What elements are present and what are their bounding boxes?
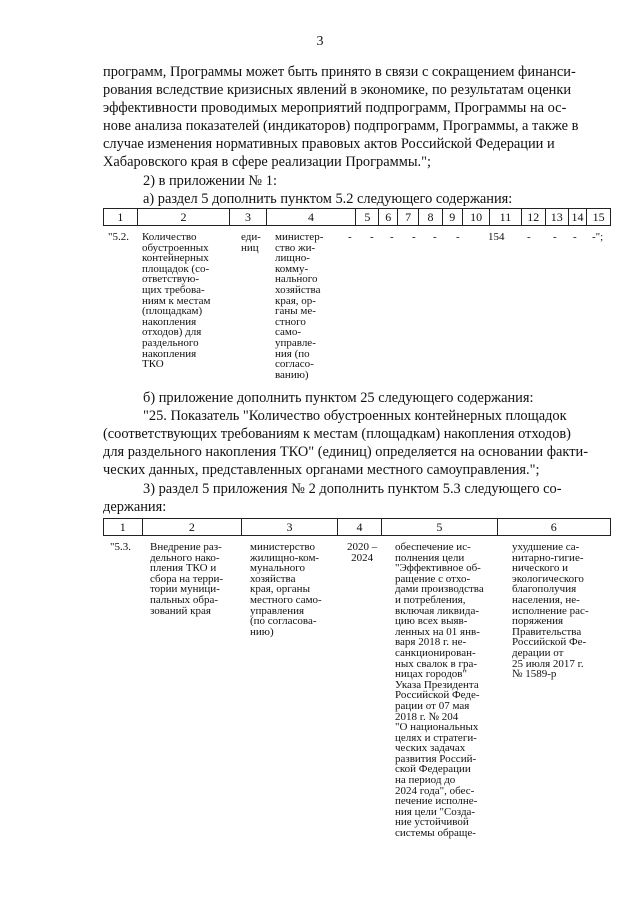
- text-line: (соответствующих требованиям к местам (площадкам) накопления отходов): [103, 426, 571, 442]
- table1-header-cell: 14: [568, 209, 587, 226]
- table2-header-cell: 3: [242, 519, 338, 536]
- text-line: случае изменения нормативных правовых актов Российской Федерации и: [103, 136, 555, 152]
- table1-header-cell: 15: [587, 209, 611, 226]
- table1-header-cell: 10: [462, 209, 489, 226]
- table1-header-cell: 4: [266, 209, 355, 226]
- table1-value: -: [390, 231, 394, 243]
- text-line: ческих данных, представленных органами местного самоуправления.";: [103, 462, 540, 478]
- item-2-line: 2) в приложении № 1:: [143, 173, 277, 189]
- table1-header: [103, 208, 611, 226]
- table1-value-last: -";: [592, 231, 604, 243]
- table2-goal: обеспечение ис- полнения цели "Эффективное об- ращение с отхо- дами производства и потребления, включая ликвида- цию всех выяв- ленных на 01 янв- варя 2018 г. не- санкционирован- ных свалок в гра- ницах городов" Указа Президента Российской Феде- рации от 07 мая 2018 г. № 204 "О национальных целях и стратеги- ческих задачах развития Россий- ской Федерации на период до 2024 года", обес- печение исполне- ния цели "Созда- ние устойчивой системы обраще-: [395, 541, 484, 840]
- item-2b-line: б) приложение дополнить пунктом 25 следующего содержания:: [143, 390, 534, 406]
- table1-header-cell: 12: [521, 209, 545, 226]
- table2-header-cell: 2: [142, 519, 242, 536]
- table1-indicator-name: Количество обустроенных контейнерных площадок (со- ответствую- щих требова- ниям к местам (площадкам) накопления отходов) для раздельного накопления ТКО: [142, 231, 211, 371]
- table2-header-cell: 5: [382, 519, 497, 536]
- table2-header-cell: 6: [497, 519, 610, 536]
- table1-value: -: [412, 231, 416, 243]
- text-line: 3) раздел 5 приложения № 2 дополнить пунктом 5.3 следующего со-: [143, 481, 562, 497]
- table1-header-cell: 6: [379, 209, 397, 226]
- table2-measure-name: Внедрение раз- дельного нако- пления ТКО и сбора на терри- тории муници- пальных обра- зований края: [150, 541, 224, 617]
- table1-header-cell: 11: [490, 209, 521, 226]
- table1-header-cell: 1: [104, 209, 138, 226]
- text-line: держания:: [103, 499, 167, 515]
- table1-unit: еди- ниц: [241, 231, 261, 254]
- table1-value: -: [456, 231, 460, 243]
- table2-row-number: "5.3.: [110, 541, 131, 553]
- table1-responsible: министер- ство жи- лищно- комму- нального хозяйства края, ор- ганы ме- стного само- управле- ния (по согласо- ванию): [275, 231, 324, 381]
- paragraph-25: [103, 407, 611, 479]
- text-line: для раздельного накопления ТКО" (единиц) определяется на основании факти-: [103, 444, 589, 460]
- item-3-paragraph: [103, 480, 611, 516]
- table2-header: [103, 518, 611, 536]
- table1-value-154: 154: [488, 231, 505, 243]
- page-number: 3: [316, 34, 324, 49]
- table1-value: -: [573, 231, 577, 243]
- table1-header-cell: 13: [546, 209, 569, 226]
- table2-header-cell: 1: [104, 519, 143, 536]
- table2-consequences: ухудшение са- нитарно-гигие- нического и экологического благополучия населения, не- исполнение рас- поряжения Правительства Российской Фе- дерации от 25 июля 2017 г. № 1589-р: [512, 541, 589, 681]
- intro-paragraph: [103, 63, 611, 171]
- table1-header-cell: 3: [230, 209, 267, 226]
- table1-header-cell: 8: [419, 209, 442, 226]
- table2-responsible: министерство жилищно-ком- мунального хозяйства края, органы местного само- управления (по согласова- нию): [250, 541, 322, 638]
- table1-header-cell: 5: [356, 209, 379, 226]
- table2-header-cell: 4: [337, 519, 381, 536]
- table1-value: -: [348, 231, 352, 243]
- item-2a-line: а) раздел 5 дополнить пунктом 5.2 следующего содержания:: [143, 191, 513, 207]
- text-line: Хабаровского края в сфере реализации Программы.";: [103, 154, 431, 170]
- text-line: "25. Показатель "Количество обустроенных контейнерных площадок: [143, 408, 567, 424]
- table1-value: -: [527, 231, 531, 243]
- table1-header-cell: 2: [137, 209, 229, 226]
- text-line: рования вследствие кризисных явлений в экономике, по результатам оценки: [103, 82, 572, 98]
- table1-header-cell: 9: [442, 209, 462, 226]
- text-line: нове анализа показателей (индикаторов) подпрограмм, Программы, а также в: [103, 118, 579, 134]
- table1-header-cell: 7: [397, 209, 418, 226]
- table1-value: -: [433, 231, 437, 243]
- table1-value: -: [553, 231, 557, 243]
- text-line: программ, Программы может быть принято в связи с сокращением финанси-: [103, 64, 576, 80]
- table1-value: -: [370, 231, 374, 243]
- table2-period: 2020 – 2024: [347, 541, 378, 564]
- text-line: эффективности проводимых мероприятий подпрограмм, Программы на ос-: [103, 100, 567, 116]
- table1-row-number: "5.2.: [108, 231, 129, 243]
